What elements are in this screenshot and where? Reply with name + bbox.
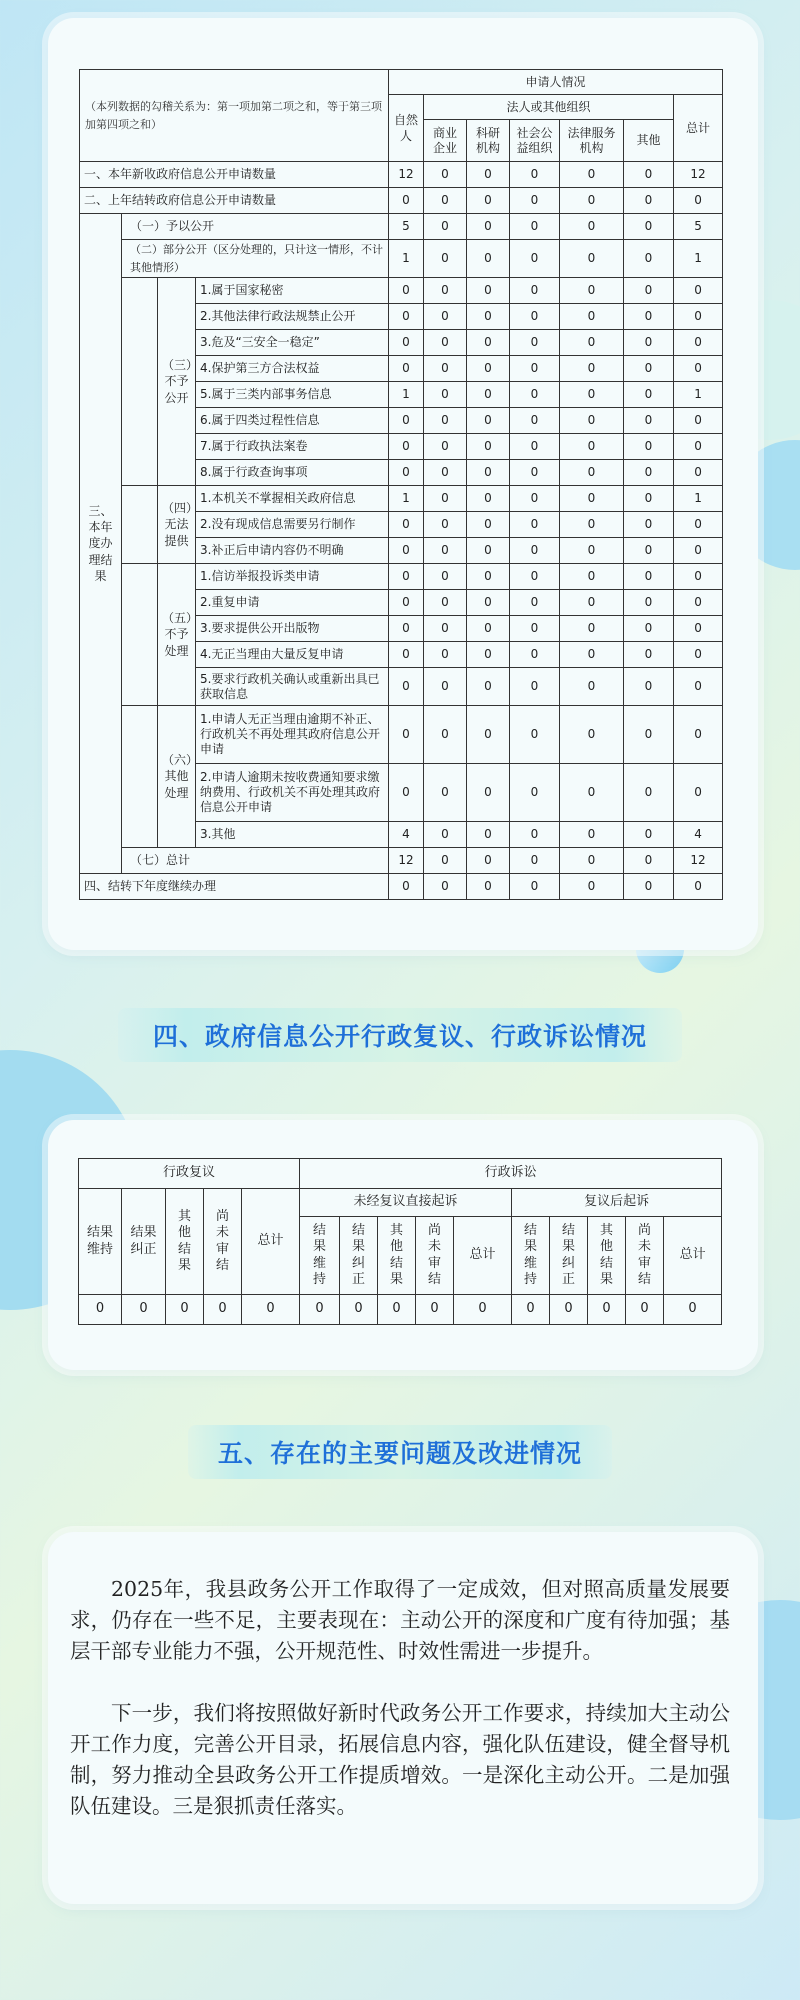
result-item-value: 0	[560, 408, 624, 434]
result-item-value: 0	[424, 434, 467, 460]
result-item-value: 0	[389, 434, 424, 460]
after-col-3: 尚未审结	[626, 1217, 664, 1295]
result-item-label: 6.属于四类过程性信息	[196, 408, 389, 434]
result-item-value: 0	[467, 764, 510, 822]
after-col-2: 其他结果	[588, 1217, 626, 1295]
result-item-value: 0	[510, 564, 560, 590]
result-row-value: 0	[560, 240, 624, 278]
summary-row-label: 二、上年结转政府信息公开申请数量	[80, 188, 389, 214]
after-col-4: 总计	[664, 1217, 722, 1295]
result-item-value: 0	[624, 538, 674, 564]
result-item-value: 0	[424, 512, 467, 538]
result-item-value: 0	[389, 590, 424, 616]
result-item-value: 0	[467, 278, 510, 304]
result-item-value: 0	[560, 486, 624, 512]
result-row-value: 1	[674, 240, 723, 278]
result-item-value: 0	[560, 538, 624, 564]
result-item-value: 0	[424, 590, 467, 616]
result-row-value: 0	[510, 214, 560, 240]
result-item-value: 0	[389, 356, 424, 382]
summary-row-value: 0	[424, 188, 467, 214]
result-item-value: 0	[560, 706, 624, 764]
result-total-value: 0	[624, 848, 674, 874]
result-item-value: 0	[424, 564, 467, 590]
result-item-value: 0	[624, 706, 674, 764]
result-item-value: 0	[467, 538, 510, 564]
result-item-label: 1.本机关不掌握相关政府信息	[196, 486, 389, 512]
org-type-header: 社会公益组织	[510, 120, 560, 162]
result-item-value: 0	[560, 564, 624, 590]
direct-col-1: 结果纠正	[340, 1217, 378, 1295]
result-item-value: 0	[560, 304, 624, 330]
result-row-value: 0	[467, 214, 510, 240]
result-item-value: 0	[389, 538, 424, 564]
result-item-value: 0	[674, 706, 723, 764]
result-item-value: 0	[510, 278, 560, 304]
result-item-value: 0	[424, 460, 467, 486]
result-item-value: 0	[560, 668, 624, 706]
summary-row-value: 0	[674, 188, 723, 214]
review-litigation-value: 0	[664, 1295, 722, 1325]
result-item-value: 0	[467, 668, 510, 706]
result-item-label: 3.危及“三安全一稳定”	[196, 330, 389, 356]
carry-over-value: 0	[674, 874, 723, 900]
review-litigation-table	[78, 1158, 722, 1325]
result-item-value: 0	[624, 590, 674, 616]
result-item-label: 2.重复申请	[196, 590, 389, 616]
org-type-header: 商业企业	[424, 120, 467, 162]
result-item-value: 0	[674, 590, 723, 616]
result-item-value: 0	[424, 822, 467, 848]
result-item-value: 0	[389, 408, 424, 434]
summary-row-label: 一、本年新收政府信息公开申请数量	[80, 162, 389, 188]
after-col-1: 结果纠正	[550, 1217, 588, 1295]
result-item-value: 0	[674, 304, 723, 330]
result-item-value: 0	[424, 764, 467, 822]
applicant-header: 申请人情况	[389, 70, 723, 95]
result-item-label: 5.属于三类内部事务信息	[196, 382, 389, 408]
result-item-value: 0	[674, 408, 723, 434]
problems-paragraph: 2025年，我县政务公开工作取得了一定成效，但对照高质量发展要求，仍存在一些不足，主要表现在：主动公开的深度和广度有待加强；基层干部专业能力不强，公开规范性、时效性需进一步提升。	[70, 1577, 730, 1663]
result-item-value: 0	[624, 642, 674, 668]
result-item-value: 0	[389, 512, 424, 538]
result-item-value: 4	[389, 822, 424, 848]
org-type-header: 其他	[624, 120, 674, 162]
result-item-value: 0	[510, 538, 560, 564]
result-item-value: 1	[389, 486, 424, 512]
result-item-label: 2.没有现成信息需要另行制作	[196, 512, 389, 538]
result-item-value: 0	[467, 512, 510, 538]
result-item-value: 0	[467, 564, 510, 590]
review-litigation-value: 0	[378, 1295, 416, 1325]
result-item-value: 0	[674, 278, 723, 304]
review-col-3: 尚未审结	[204, 1189, 242, 1295]
summary-row-value: 0	[424, 162, 467, 188]
direct-col-0: 结果维持	[300, 1217, 340, 1295]
section3-label: 三、本年度办理结果	[80, 214, 122, 874]
result-item-value: 1	[674, 486, 723, 512]
result-item-label: 4.无正当理由大量反复申请	[196, 642, 389, 668]
summary-row-value: 12	[389, 162, 424, 188]
summary-row-value: 0	[510, 188, 560, 214]
result-group-spacer	[122, 706, 158, 848]
result-item-value: 0	[674, 538, 723, 564]
result-item-value: 0	[510, 408, 560, 434]
result-item-value: 0	[510, 590, 560, 616]
result-item-value: 0	[424, 330, 467, 356]
result-item-value: 0	[467, 304, 510, 330]
review-litigation-value: 0	[242, 1295, 300, 1325]
litigation-header: 行政诉讼	[300, 1159, 722, 1189]
summary-row-value: 0	[467, 162, 510, 188]
result-item-value: 0	[624, 460, 674, 486]
result-item-value: 0	[389, 764, 424, 822]
result-group-spacer	[122, 278, 158, 486]
direct-col-2: 其他结果	[378, 1217, 416, 1295]
result-item-value: 0	[674, 356, 723, 382]
section5-banner: 五、存在的主要问题及改进情况	[188, 1425, 612, 1479]
result-item-value: 0	[424, 408, 467, 434]
result-item-value: 0	[674, 668, 723, 706]
carry-over-value: 0	[424, 874, 467, 900]
result-item-value: 0	[467, 706, 510, 764]
summary-row-value: 0	[560, 188, 624, 214]
review-litigation-value: 0	[122, 1295, 166, 1325]
review-col-4: 总计	[242, 1189, 300, 1295]
result-item-value: 0	[510, 434, 560, 460]
result-item-value: 0	[424, 642, 467, 668]
result-item-value: 0	[389, 304, 424, 330]
total-header: 总计	[674, 95, 723, 162]
applications-table	[79, 69, 723, 900]
result-item-label: 4.保护第三方合法权益	[196, 356, 389, 382]
org-type-header: 法律服务机构	[560, 120, 624, 162]
result-item-label: 7.属于行政执法案卷	[196, 434, 389, 460]
result-item-value: 0	[674, 642, 723, 668]
result-item-label: 3.要求提供公开出版物	[196, 616, 389, 642]
review-litigation-value: 0	[340, 1295, 378, 1325]
result-item-value: 0	[424, 382, 467, 408]
result-item-value: 0	[389, 330, 424, 356]
result-item-value: 0	[467, 616, 510, 642]
result-item-value: 0	[674, 434, 723, 460]
result-item-value: 0	[560, 460, 624, 486]
result-item-value: 0	[389, 616, 424, 642]
result-group-label: （三）不予公开	[158, 278, 196, 486]
result-item-value: 0	[624, 330, 674, 356]
table-note: （本列数据的勾稽关系为：第一项加第二项之和，等于第三项加第四项之和）	[80, 70, 389, 162]
result-item-value: 0	[424, 706, 467, 764]
result-item-value: 0	[624, 512, 674, 538]
result-item-value: 0	[510, 822, 560, 848]
result-total-value: 0	[467, 848, 510, 874]
direct-litigation-header: 未经复议直接起诉	[300, 1189, 512, 1217]
result-item-value: 0	[674, 330, 723, 356]
result-row-value: 5	[674, 214, 723, 240]
result-item-value: 0	[424, 616, 467, 642]
result-item-value: 0	[560, 822, 624, 848]
result-item-value: 1	[674, 382, 723, 408]
result-item-value: 0	[674, 764, 723, 822]
result-item-value: 0	[467, 330, 510, 356]
result-item-value: 0	[674, 616, 723, 642]
result-row-value: 5	[389, 214, 424, 240]
result-item-value: 0	[624, 278, 674, 304]
result-item-label: 5.要求行政机关确认或重新出具已获取信息	[196, 668, 389, 706]
result-item-label: 2.申请人逾期未按收费通知要求缴纳费用、行政机关不再处理其政府信息公开申请	[196, 764, 389, 822]
result-item-value: 0	[510, 356, 560, 382]
result-item-label: 3.补正后申请内容仍不明确	[196, 538, 389, 564]
direct-col-3: 尚未审结	[416, 1217, 454, 1295]
result-item-value: 0	[424, 356, 467, 382]
result-item-value: 0	[560, 616, 624, 642]
review-col-1: 结果纠正	[122, 1189, 166, 1295]
result-item-value: 0	[467, 382, 510, 408]
result-item-value: 0	[624, 764, 674, 822]
carry-over-value: 0	[467, 874, 510, 900]
result-row-label: （一）予以公开	[122, 214, 389, 240]
result-total-value: 12	[389, 848, 424, 874]
result-item-value: 0	[674, 460, 723, 486]
result-item-value: 0	[510, 642, 560, 668]
result-item-value: 0	[389, 668, 424, 706]
after-col-0: 结果维持	[512, 1217, 550, 1295]
summary-row-value: 0	[510, 162, 560, 188]
review-litigation-value: 0	[588, 1295, 626, 1325]
result-item-value: 0	[624, 564, 674, 590]
result-item-value: 0	[560, 642, 624, 668]
review-litigation-value: 0	[416, 1295, 454, 1325]
result-item-value: 0	[467, 460, 510, 486]
result-group-label: （五）不予处理	[158, 564, 196, 706]
carry-over-value: 0	[510, 874, 560, 900]
result-item-value: 0	[389, 278, 424, 304]
result-item-value: 0	[560, 590, 624, 616]
result-item-value: 0	[560, 356, 624, 382]
result-item-value: 0	[624, 356, 674, 382]
result-row-value: 0	[467, 240, 510, 278]
result-item-value: 0	[674, 512, 723, 538]
summary-row-value: 12	[674, 162, 723, 188]
carry-over-value: 0	[389, 874, 424, 900]
result-item-value: 0	[467, 486, 510, 512]
result-item-value: 0	[467, 434, 510, 460]
review-litigation-value: 0	[512, 1295, 550, 1325]
result-group-spacer	[122, 486, 158, 564]
result-total-value: 12	[674, 848, 723, 874]
result-total-value: 0	[510, 848, 560, 874]
review-litigation-value: 0	[79, 1295, 122, 1325]
summary-row-value: 0	[624, 188, 674, 214]
result-row-value: 0	[424, 240, 467, 278]
review-header: 行政复议	[79, 1159, 300, 1189]
summary-row-value: 0	[467, 188, 510, 214]
review-litigation-value: 0	[454, 1295, 512, 1325]
result-item-label: 1.信访举报投诉类申请	[196, 564, 389, 590]
result-total-value: 0	[424, 848, 467, 874]
result-item-value: 0	[510, 382, 560, 408]
review-litigation-value: 0	[550, 1295, 588, 1325]
result-row-value: 0	[624, 214, 674, 240]
result-item-value: 0	[560, 278, 624, 304]
carry-over-value: 0	[624, 874, 674, 900]
result-item-value: 0	[510, 764, 560, 822]
summary-row-value: 0	[624, 162, 674, 188]
result-item-value: 0	[624, 616, 674, 642]
review-litigation-value: 0	[300, 1295, 340, 1325]
result-item-value: 0	[424, 304, 467, 330]
review-litigation-value: 0	[626, 1295, 664, 1325]
carry-over-label: 四、结转下年度继续办理	[80, 874, 389, 900]
result-item-value: 4	[674, 822, 723, 848]
improvement-paragraph: 下一步，我们将按照做好新时代政务公开工作要求，持续加大主动公开工作力度，完善公开目录，拓展信息内容，强化队伍建设，健全督导机制，努力推动全县政务公开工作提质增效。一是深化主动公开。二是加强队伍建设。三是狠抓责任落实。	[70, 1701, 730, 1818]
result-item-value: 0	[510, 460, 560, 486]
result-item-value: 0	[510, 304, 560, 330]
section4-banner: 四、政府信息公开行政复议、行政诉讼情况	[118, 1008, 682, 1062]
result-item-value: 0	[467, 356, 510, 382]
result-item-value: 0	[424, 486, 467, 512]
result-item-value: 0	[510, 512, 560, 538]
review-col-0: 结果维持	[79, 1189, 122, 1295]
result-item-label: 3.其他	[196, 822, 389, 848]
result-item-value: 0	[624, 668, 674, 706]
result-item-value: 0	[424, 538, 467, 564]
result-item-value: 0	[389, 642, 424, 668]
result-item-value: 0	[674, 564, 723, 590]
result-item-value: 0	[560, 434, 624, 460]
result-group-spacer	[122, 564, 158, 706]
result-item-value: 0	[560, 382, 624, 408]
result-item-value: 0	[510, 668, 560, 706]
result-item-value: 0	[624, 304, 674, 330]
result-item-value: 0	[467, 590, 510, 616]
result-item-value: 0	[467, 408, 510, 434]
result-item-label: 8.属于行政查询事项	[196, 460, 389, 486]
result-item-value: 0	[624, 486, 674, 512]
result-item-label: 1.属于国家秘密	[196, 278, 389, 304]
summary-row-value: 0	[389, 188, 424, 214]
review-litigation-value: 0	[204, 1295, 242, 1325]
review-col-2: 其他结果	[166, 1189, 204, 1295]
result-item-value: 0	[560, 330, 624, 356]
result-row-value: 0	[510, 240, 560, 278]
result-item-value: 0	[624, 434, 674, 460]
result-total-label: （七）总计	[122, 848, 389, 874]
result-item-value: 0	[389, 706, 424, 764]
result-group-label: （六）其他处理	[158, 706, 196, 848]
after-review-header: 复议后起诉	[512, 1189, 722, 1217]
result-total-value: 0	[560, 848, 624, 874]
direct-col-4: 总计	[454, 1217, 512, 1295]
result-item-value: 0	[510, 486, 560, 512]
result-item-label: 1.申请人无正当理由逾期不补正、行政机关不再处理其政府信息公开申请	[196, 706, 389, 764]
summary-row-value: 0	[560, 162, 624, 188]
result-item-value: 0	[624, 408, 674, 434]
result-group-label: （四）无法提供	[158, 486, 196, 564]
org-type-header: 科研机构	[467, 120, 510, 162]
carry-over-value: 0	[560, 874, 624, 900]
legal-org-header: 法人或其他组织	[424, 95, 674, 120]
result-item-label: 2.其他法律行政法规禁止公开	[196, 304, 389, 330]
result-row-value: 0	[624, 240, 674, 278]
result-row-value: 0	[424, 214, 467, 240]
result-item-value: 0	[467, 642, 510, 668]
result-row-label: （二）部分公开（区分处理的，只计这一情形，不计其他情形）	[122, 240, 389, 278]
natural-person-header: 自然人	[389, 95, 424, 162]
result-item-value: 0	[510, 616, 560, 642]
review-litigation-value: 0	[166, 1295, 204, 1325]
result-item-value: 0	[560, 764, 624, 822]
result-item-value: 0	[467, 822, 510, 848]
result-item-value: 0	[624, 822, 674, 848]
result-item-value: 0	[510, 706, 560, 764]
result-row-value: 1	[389, 240, 424, 278]
result-item-value: 0	[424, 668, 467, 706]
result-item-value: 1	[389, 382, 424, 408]
result-item-value: 0	[560, 512, 624, 538]
result-item-value: 0	[624, 382, 674, 408]
result-item-value: 0	[510, 330, 560, 356]
result-item-value: 0	[424, 278, 467, 304]
result-row-value: 0	[560, 214, 624, 240]
result-item-value: 0	[389, 564, 424, 590]
result-item-value: 0	[389, 460, 424, 486]
